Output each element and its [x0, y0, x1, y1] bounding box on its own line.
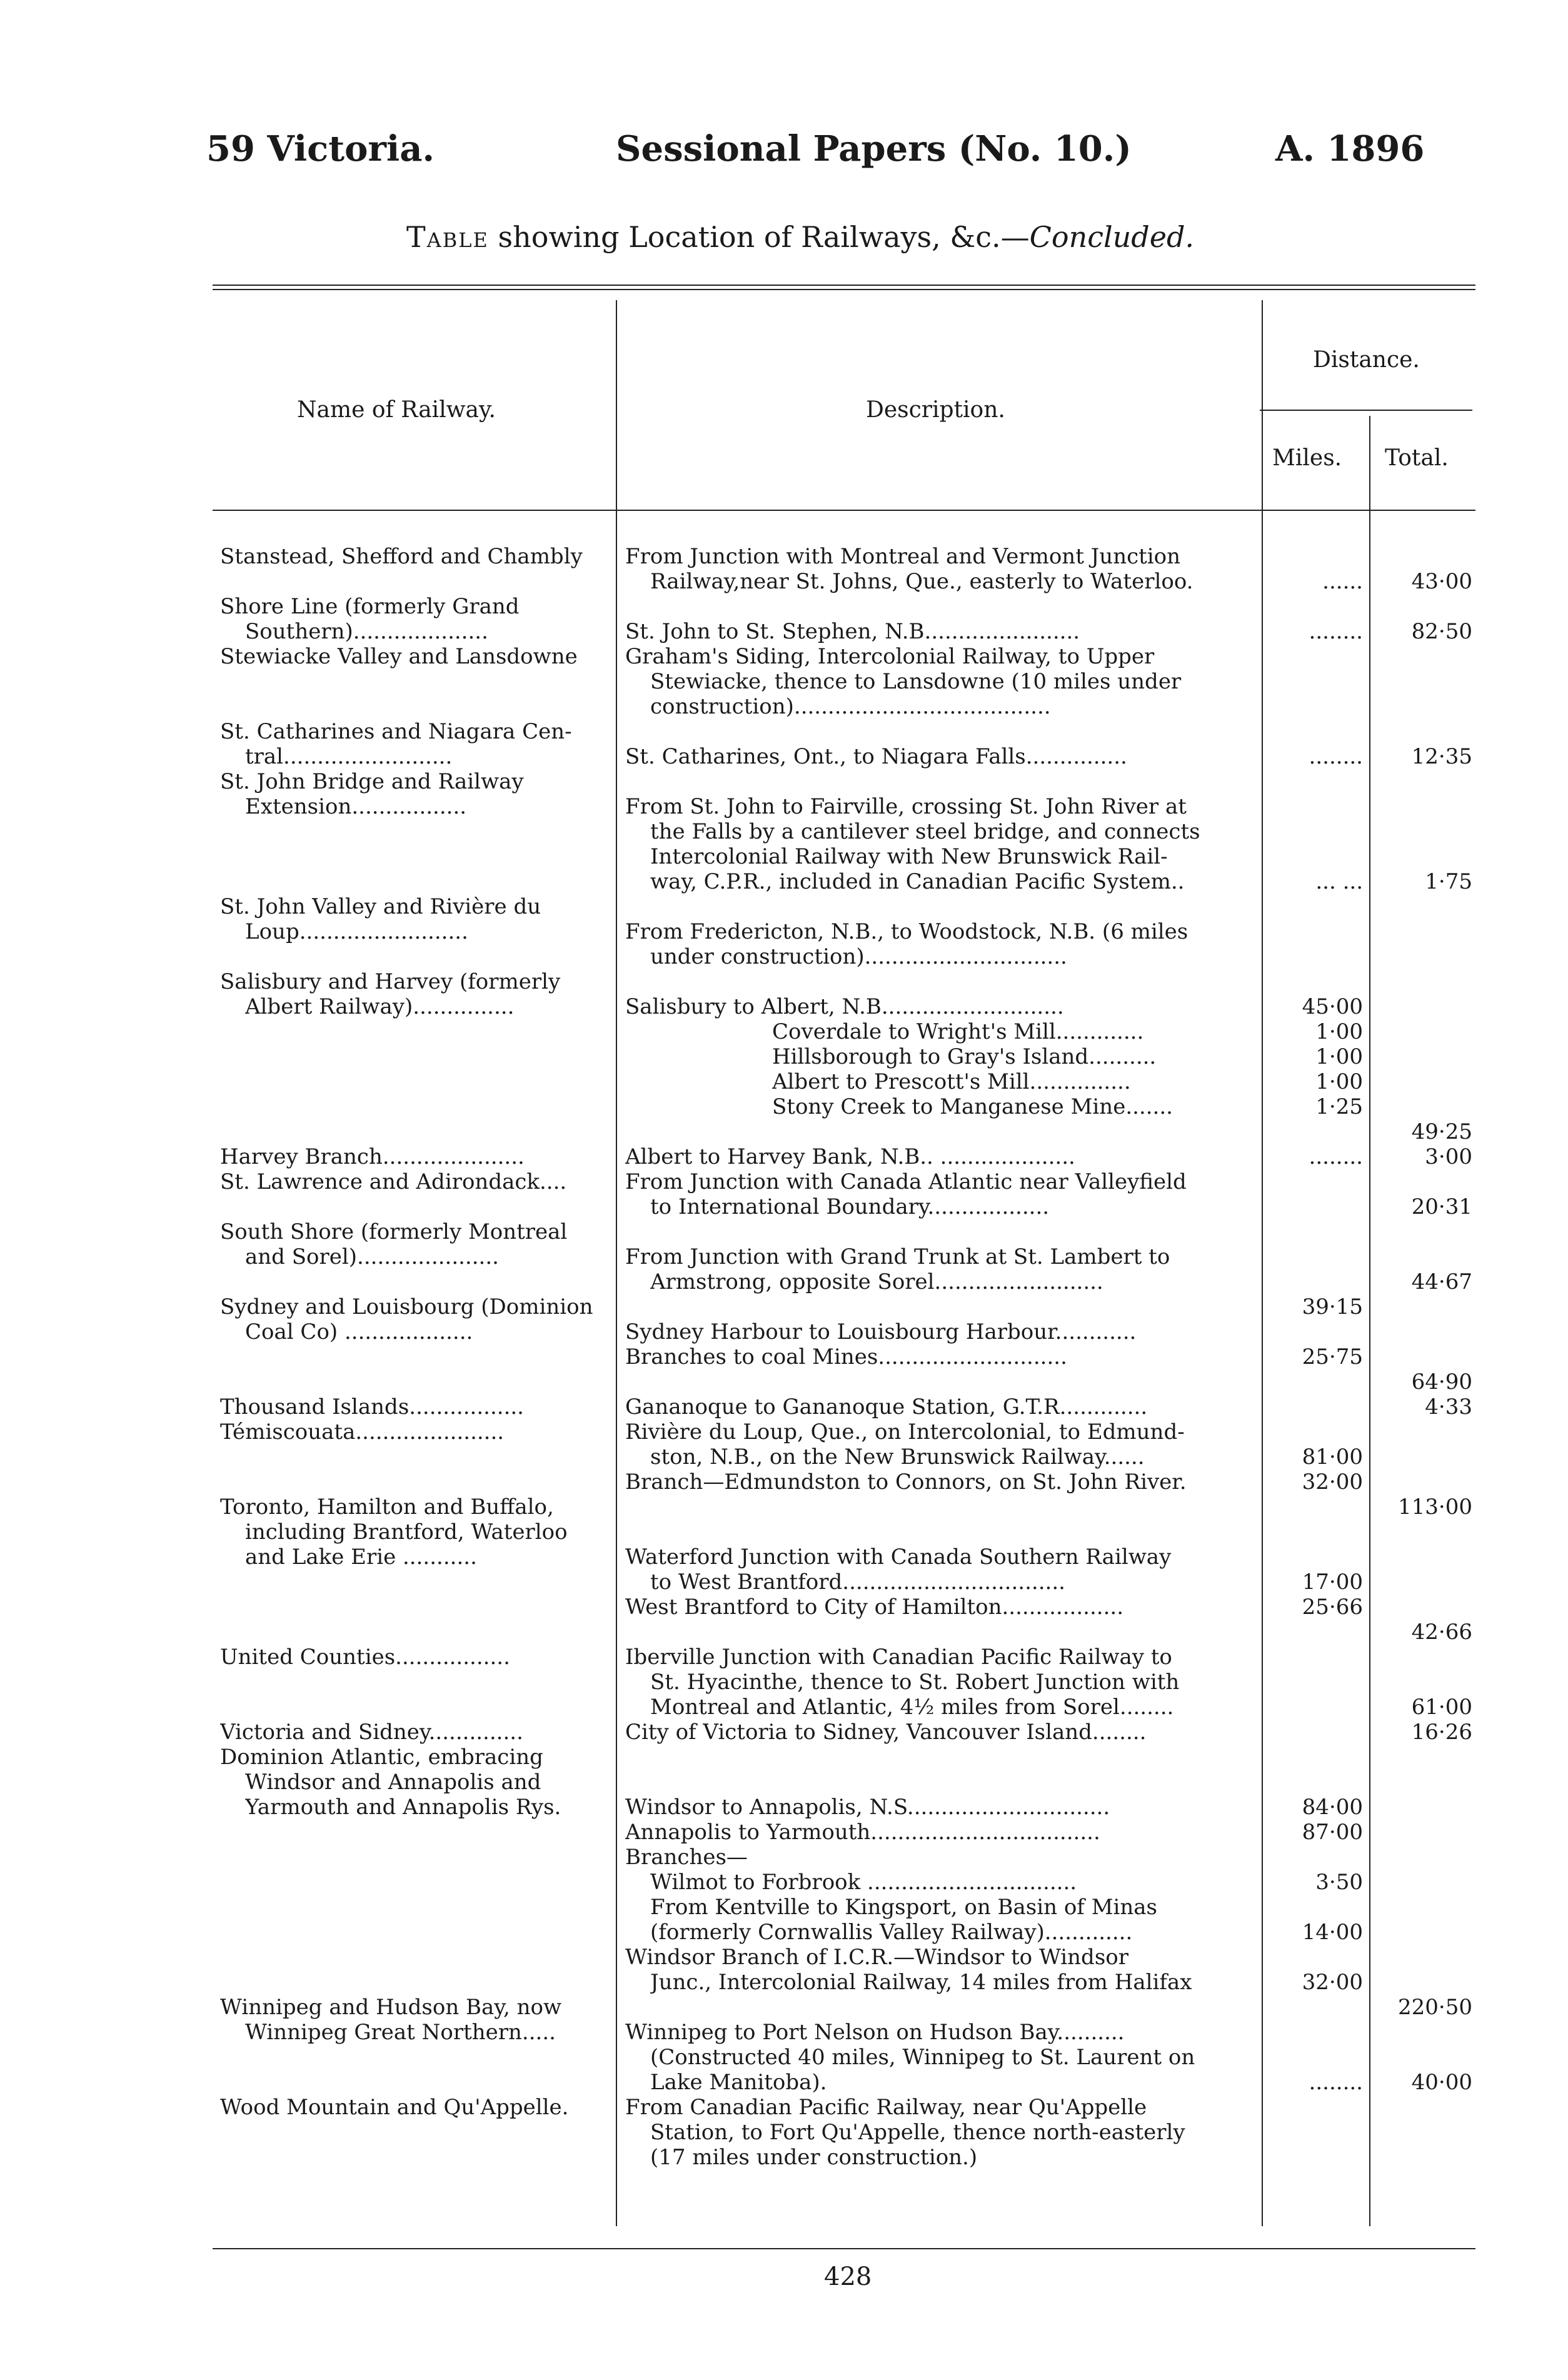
column-header-name: Name of Railway. [297, 397, 496, 423]
railway-description: Gananoque to Gananoque Station, G.T.R............. [625, 1394, 1148, 1419]
railway-name: tral......................... [245, 744, 453, 769]
table-caption [406, 220, 1194, 254]
railway-description: Railway,near St. Johns, Que., easterly to Waterloo. [650, 569, 1194, 594]
railway-description: From Kentville to Kingsport, on Basin of Minas [650, 1895, 1158, 1920]
distance-miles: 1·00 [1315, 1069, 1363, 1094]
railway-description: Graham's Siding, Intercolonial Railway, to Upper [625, 644, 1155, 669]
distance-miles: 87·00 [1302, 1820, 1363, 1845]
railway-description: Winnipeg to Port Nelson on Hudson Bay.......... [625, 2020, 1125, 2045]
railway-name: South Shore (formerly Montreal [220, 1219, 568, 1244]
distance-total: 113·00 [1398, 1495, 1472, 1520]
railway-description: From Junction with Montreal and Vermont Junction [625, 544, 1181, 569]
railway-name: Shore Line (formerly Grand [220, 594, 520, 619]
railway-description: Wilmot to Forbrook ............................... [650, 1870, 1077, 1895]
railway-description: Albert to Harvey Bank, N.B.. .................... [625, 1144, 1075, 1169]
railway-description: Annapolis to Yarmouth.................................. [625, 1820, 1100, 1845]
railway-description: under construction).............................. [650, 944, 1067, 969]
distance-rule [1260, 410, 1472, 411]
distance-total: 1·75 [1425, 869, 1472, 894]
railway-description: Station, to Fort Qu'Appelle, thence north-easterly [650, 2120, 1185, 2145]
column-divider-miles [1369, 416, 1370, 2226]
distance-total: 43·00 [1411, 569, 1472, 594]
railway-name: Southern).................... [245, 619, 488, 644]
railway-description: Coverdale to Wright's Mill............. [772, 1019, 1144, 1044]
railway-description: Windsor to Annapolis, N.S.............................. [625, 1795, 1110, 1820]
header-right: A. 1896 [1275, 128, 1425, 169]
railway-description: Sydney Harbour to Louisbourg Harbour............ [625, 1319, 1137, 1344]
caption-prefix: Table [406, 220, 489, 254]
railway-name: Salisbury and Harvey (formerly [220, 969, 561, 994]
distance-miles: 1·00 [1315, 1044, 1363, 1069]
railway-name: Albert Railway)............... [245, 994, 515, 1019]
railway-description: West Brantford to City of Hamilton.................. [625, 1595, 1124, 1620]
railway-description: Junc., Intercolonial Railway, 14 miles from Halifax [650, 1970, 1192, 1995]
railway-description: Branch—Edmundston to Connors, on St. John River. [625, 1470, 1187, 1495]
page-number: 428 [824, 2262, 872, 2291]
distance-miles: 32·00 [1302, 1470, 1363, 1495]
distance-miles: 3·50 [1315, 1870, 1363, 1895]
railway-description: St. John to St. Stephen, N.B....................... [625, 619, 1080, 644]
distance-miles: 17·00 [1302, 1570, 1363, 1595]
distance-miles: 45·00 [1302, 994, 1363, 1019]
railway-name: Stanstead, Shefford and Chambly [220, 544, 583, 569]
distance-miles: ... ... [1315, 869, 1363, 894]
railway-name: Dominion Atlantic, embracing [220, 1745, 543, 1770]
distance-miles: 14·00 [1302, 1920, 1363, 1945]
railway-name: St. John Valley and Rivière du [220, 894, 541, 919]
railway-name: Sydney and Louisbourg (Dominion [220, 1294, 593, 1319]
railway-description: Hillsborough to Gray's Island.......... [772, 1044, 1157, 1069]
railway-description: construction)...................................... [650, 694, 1051, 719]
railway-name: Coal Co) ................... [245, 1319, 473, 1344]
distance-miles: 25·66 [1302, 1595, 1363, 1620]
railway-description: (Constructed 40 miles, Winnipeg to St. Laurent on [650, 2045, 1195, 2070]
distance-total: 12·35 [1411, 744, 1472, 769]
railway-description: Stony Creek to Manganese Mine....... [772, 1094, 1173, 1119]
distance-miles: 1·00 [1315, 1019, 1363, 1044]
column-header-description: Description. [866, 397, 1005, 423]
railway-description: Waterford Junction with Canada Southern Railway [625, 1545, 1172, 1570]
railway-name: Windsor and Annapolis and [245, 1770, 541, 1795]
distance-miles: ........ [1309, 619, 1363, 644]
railway-description: From St. John to Fairville, crossing St. John River at [625, 794, 1187, 819]
distance-total: 220·50 [1398, 1995, 1472, 2020]
distance-miles: ........ [1309, 744, 1363, 769]
caption-suffix: Concluded. [1029, 220, 1195, 254]
railway-description: Iberville Junction with Canadian Pacific Railway to [625, 1645, 1172, 1670]
railway-description: Branches— [625, 1845, 748, 1870]
distance-miles: ...... [1322, 569, 1363, 594]
railway-name: Thousand Islands................. [220, 1394, 524, 1419]
railway-description: ston, N.B., on the New Brunswick Railway...... [650, 1445, 1145, 1470]
distance-total: 49·25 [1411, 1119, 1472, 1144]
railway-name: including Brantford, Waterloo [245, 1520, 568, 1545]
distance-miles: ........ [1309, 2070, 1363, 2095]
railway-name: Harvey Branch..................... [220, 1144, 525, 1169]
distance-miles: 81·00 [1302, 1445, 1363, 1470]
railway-description: Albert to Prescott's Mill............... [772, 1069, 1131, 1094]
railway-name: Loup......................... [245, 919, 468, 944]
railway-description: Montreal and Atlantic, 4½ miles from Sorel........ [650, 1695, 1174, 1720]
railway-name: United Counties................. [220, 1645, 510, 1670]
distance-total: 44·67 [1411, 1269, 1472, 1294]
distance-miles: 32·00 [1302, 1970, 1363, 1995]
railway-name: St. Lawrence and Adirondack.... [220, 1169, 567, 1194]
railway-description: to International Boundary.................. [650, 1194, 1050, 1219]
railway-description: City of Victoria to Sidney, Vancouver Island........ [625, 1720, 1147, 1745]
railway-description: St. Hyacinthe, thence to St. Robert Junction with [650, 1670, 1180, 1695]
distance-miles: ........ [1309, 1144, 1363, 1169]
railway-description: Salisbury to Albert, N.B........................... [625, 994, 1064, 1019]
railway-description: From Junction with Grand Trunk at St. Lambert to [625, 1244, 1170, 1269]
railway-description: Intercolonial Railway with New Brunswick Rail- [650, 844, 1168, 869]
distance-total: 82·50 [1411, 619, 1472, 644]
distance-miles: 39·15 [1302, 1294, 1363, 1319]
header-center: Sessional Papers (No. 10.) [616, 128, 1132, 169]
railway-description: Windsor Branch of I.C.R.—Windsor to Windsor [625, 1945, 1128, 1970]
top-rule-1 [213, 285, 1475, 286]
caption-text: showing Location of Railways, &c.— [498, 220, 1030, 254]
header-bottom-rule [213, 510, 1475, 511]
railway-description: Armstrong, opposite Sorel......................... [650, 1269, 1103, 1294]
distance-miles: 25·75 [1302, 1344, 1363, 1369]
railway-description: (formerly Cornwallis Valley Railway)............. [650, 1920, 1133, 1945]
railway-description: (17 miles under construction.) [650, 2145, 978, 2170]
distance-total: 64·90 [1411, 1369, 1472, 1394]
railway-description: From Fredericton, N.B., to Woodstock, N.B. (6 miles [625, 919, 1189, 944]
railway-description: From Junction with Canada Atlantic near Valleyfield [625, 1169, 1187, 1194]
distance-miles: 1·25 [1315, 1094, 1363, 1119]
header-left: 59 Victoria. [206, 128, 435, 169]
column-header-distance: Distance. [1313, 347, 1420, 373]
railway-name: Témiscouata...................... [220, 1419, 505, 1445]
railway-name: and Sorel)..................... [245, 1244, 499, 1269]
distance-total: 16·26 [1411, 1720, 1472, 1745]
railway-description: Branches to coal Mines............................ [625, 1344, 1067, 1369]
column-divider-name [616, 300, 617, 2226]
distance-total: 3·00 [1425, 1144, 1472, 1169]
distance-total: 20·31 [1411, 1194, 1472, 1219]
distance-total: 42·66 [1411, 1620, 1472, 1645]
railway-name: Victoria and Sidney.............. [220, 1720, 523, 1745]
railway-description: to West Brantford................................. [650, 1570, 1065, 1595]
column-header-total: Total. [1385, 445, 1449, 471]
railway-description: From Canadian Pacific Railway, near Qu'Appelle [625, 2095, 1147, 2120]
distance-total: 61·00 [1411, 1695, 1472, 1720]
top-rule-2 [213, 289, 1475, 290]
railway-name: St. John Bridge and Railway [220, 769, 524, 794]
railway-description: Lake Manitoba). [650, 2070, 827, 2095]
railway-name: Toronto, Hamilton and Buffalo, [220, 1495, 554, 1520]
railway-description: Rivière du Loup, Que., on Intercolonial, to Edmund- [625, 1419, 1185, 1445]
railway-name: Stewiacke Valley and Lansdowne [220, 644, 578, 669]
railway-name: Extension................. [245, 794, 467, 819]
railway-description: St. Catharines, Ont., to Niagara Falls............... [625, 744, 1127, 769]
railway-name: Winnipeg and Hudson Bay, now [220, 1995, 562, 2020]
bottom-rule [213, 2248, 1475, 2249]
railway-name: Winnipeg Great Northern..... [245, 2020, 556, 2045]
distance-total: 40·00 [1411, 2070, 1472, 2095]
railway-description: the Falls by a cantilever steel bridge, and connects [650, 819, 1200, 844]
distance-total: 4·33 [1425, 1394, 1472, 1419]
railway-name: Wood Mountain and Qu'Appelle. [220, 2095, 569, 2120]
railway-name: St. Catharines and Niagara Cen- [220, 719, 572, 744]
railway-description: way, C.P.R., included in Canadian Pacific System.. [650, 869, 1185, 894]
column-header-miles: Miles. [1272, 445, 1342, 471]
railway-description: Stewiacke, thence to Lansdowne (10 miles under [650, 669, 1182, 694]
railway-name: and Lake Erie ........... [245, 1545, 477, 1570]
distance-miles: 84·00 [1302, 1795, 1363, 1820]
railway-name: Yarmouth and Annapolis Rys. [245, 1795, 561, 1820]
